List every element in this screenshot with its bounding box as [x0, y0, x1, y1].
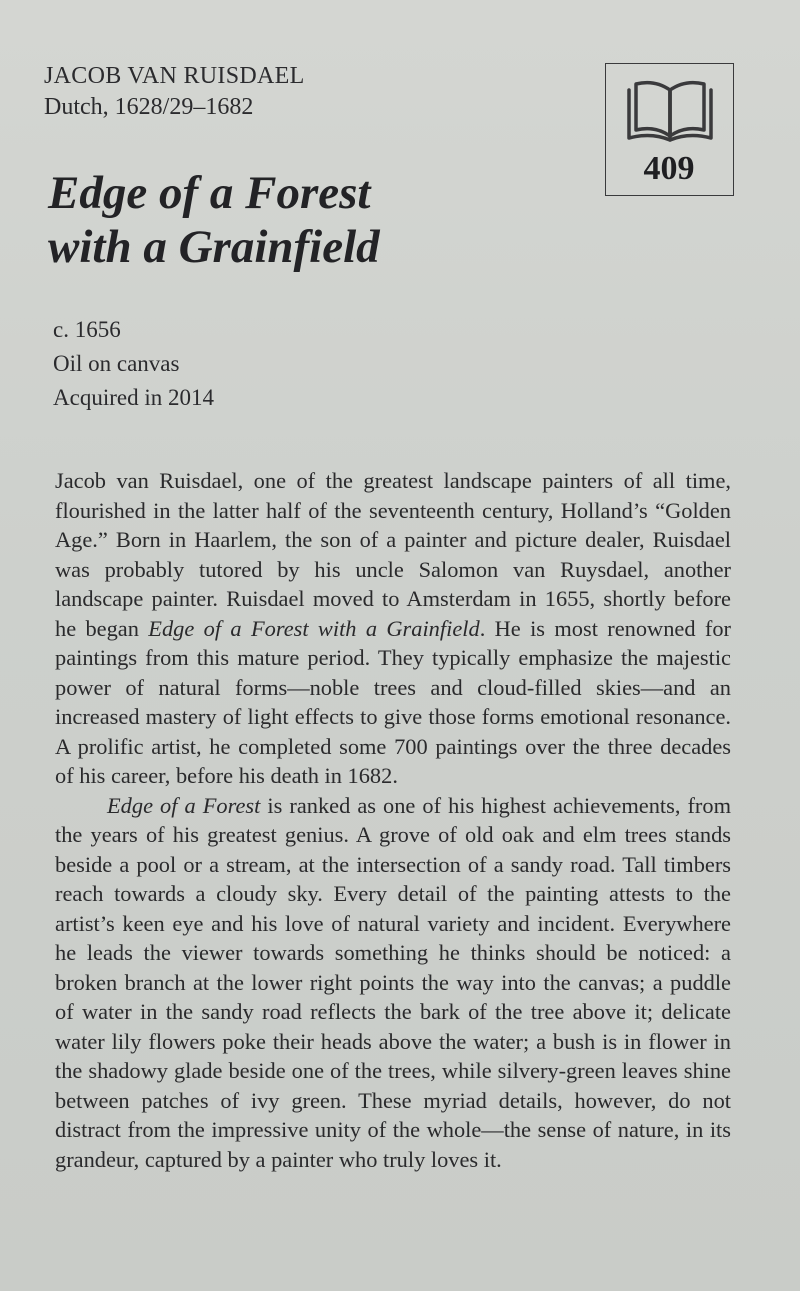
audio-stop-number: 409 — [643, 150, 695, 187]
artwork-acquisition: Acquired in 2014 — [53, 385, 214, 410]
description-text — [55, 466, 731, 1174]
artist-nationality-dates: Dutch, 1628/29–1682 — [44, 94, 254, 120]
paragraph-text: Jacob van Ruisdael, one of the greatest landscape painters of all time, flourished in the latter half of the seventeenth century, Holland’s “Golden Age.” Born in Haarlem, the son of a painter and picture dealer, Ruisdael was probably tutored by his uncle Salomon van Ruysdael, another landscape painter. Ruisdael moved to Amsterdam in 1655, shortly before he began — [55, 468, 731, 641]
open-book-icon — [624, 74, 716, 146]
artwork-title-line2: with a Grainfield — [48, 221, 380, 273]
artist-name: JACOB VAN RUISDAEL — [44, 63, 305, 89]
artwork-medium: Oil on canvas — [53, 351, 180, 376]
paragraph-text: is ranked as one of his highest achievements, from the years of his greatest genius. A grove of old oak and elm trees stands beside a pool or a stream, at the intersection of a sandy road. Tall timbers reach towards a cloudy sky. Every detail of the painting attests to the artist’s keen eye and his love of natural variety and incident. Everywhere he leads the viewer towards something he thinks should be noticed: a broken branch at the lower right points the way into the canvas; a puddle of water in the sandy road reflects the bark of the tree above it; delicate water lily flowers poke their heads above the water; a bush is in flower in the shadowy glade beside one of the trees, while silvery-green leaves shine between patches of ivy green. These myriad details, however, do not distract from the impressive unity of the whole—the sense of nature, in its grandeur, captured by a painter who truly loves it. — [55, 792, 731, 1172]
artwork-title-line1: Edge of a Forest — [48, 167, 371, 219]
artwork-date: c. 1656 — [53, 317, 121, 342]
artwork-title — [48, 166, 518, 274]
description-paragraph-2 — [55, 791, 731, 1175]
italic-title-reference: Edge of a Forest — [107, 792, 261, 818]
description-paragraph-1 — [55, 466, 731, 791]
italic-title-reference: Edge of a Forest with a Grainfield — [148, 615, 480, 641]
paragraph-text: . He is most renowned for paintings from this mature period. They typically emphasize the majestic power of natural forms—noble trees and cloud-filled skies—and an increased mastery of light effects to give those forms emotional resonance. A prolific artist, he completed some 700 paintings over the three decades of his career, before his death in 1682. — [55, 615, 731, 788]
audio-guide-badge — [605, 63, 734, 196]
